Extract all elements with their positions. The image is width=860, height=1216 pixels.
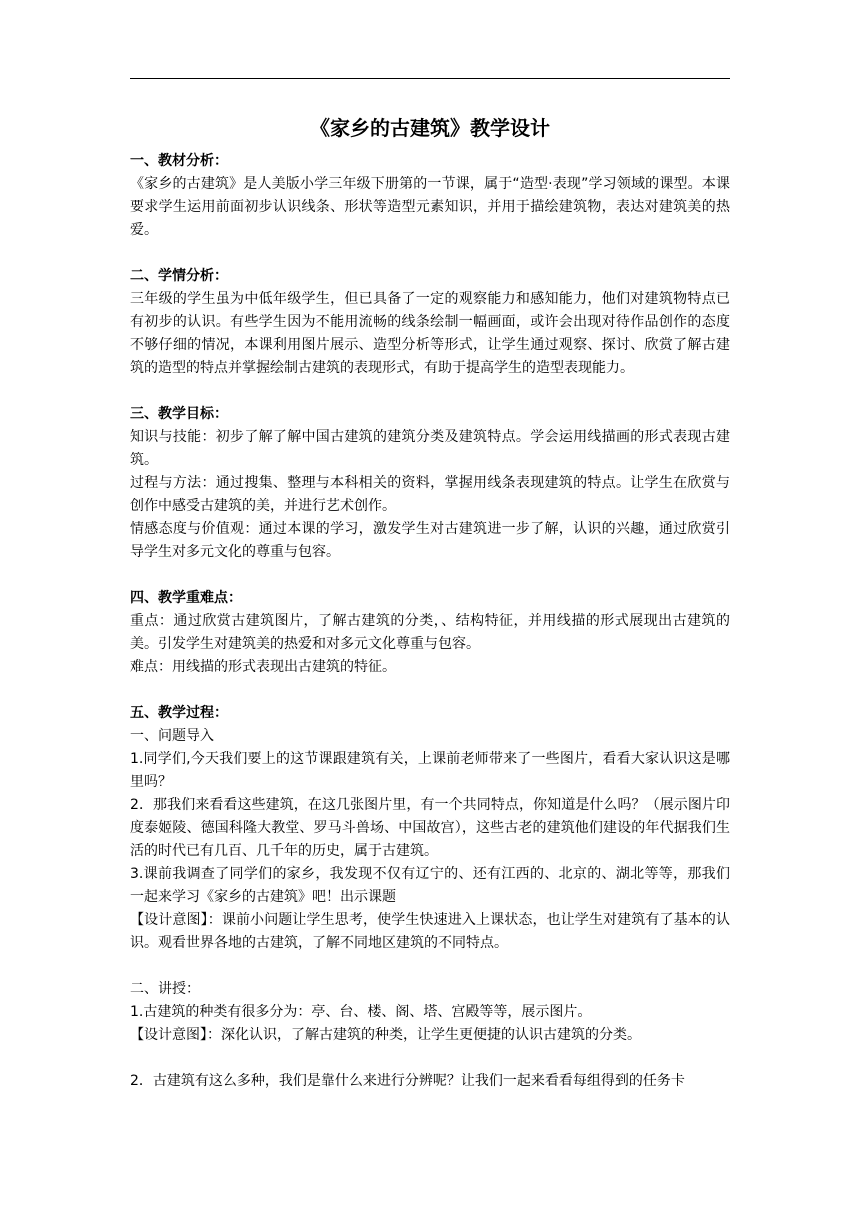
document-body [130, 110, 730, 1093]
blank-line [130, 955, 730, 978]
paragraph: 情感态度与价值观：通过本课的学习，激发学生对古建筑进一步了解，认识的兴趣，通过欣赏引导学生对多元文化的尊重与包容。 [130, 521, 730, 560]
paragraph: 3.课前我调查了同学们的家乡，我发现不仅有辽宁的、还有江西的、北京的、湖北等等，那我们一起来学习《家乡的古建筑》吧！出示课题 [130, 866, 730, 905]
blank-line [130, 242, 730, 265]
paragraph: 【设计意图】：课前小问题让学生思考，使学生快速进入上课状态，也让学生对建筑有了基本的认识。观看世界各地的古建筑，了解不同地区建筑的不同特点。 [130, 912, 730, 951]
section-student-analysis [130, 265, 730, 380]
subheading: 二、讲授： [130, 981, 200, 997]
section-teaching-process [130, 702, 730, 1093]
paragraph: 2．古建筑有这么多种，我们是靠什么来进行分辨呢？让我们一起来看看每组得到的任务卡 [130, 1073, 685, 1089]
section-heading: 四、教学重难点： [130, 590, 242, 606]
paragraph: 三年级的学生虽为中低年级学生，但已具备了一定的观察能力和感知能力，他们对建筑物特点已有初步的认识。有些学生因为不能用流畅的线条绘制一幅画面，或许会出现对待作品创作的态度不够仔细的情况，本课利用图片展示、造型分析等形式，让学生通过观察、探讨、欣赏了解古建筑的造型的特点并掌握绘制古建筑的表现形式，有助于提高学生的造型表现能力。 [130, 291, 730, 376]
paragraph: 重点：通过欣赏古建筑图片，了解古建筑的分类，、结构特征，并用线描的形式展现出古建筑的美。引发学生对建筑美的热爱和对多元文化尊重与包容。 [130, 613, 730, 652]
subheading: 一、问题导入 [130, 728, 214, 744]
section-heading: 二、学情分析： [130, 268, 228, 284]
section-textbook-analysis [130, 150, 730, 242]
document-title: 《家乡的古建筑》教学设计 [310, 116, 550, 140]
blank-line [130, 564, 730, 587]
paragraph: 知识与技能：初步了解了解中国古建筑的建筑分类及建筑特点。学会运用线描画的形式表现古建筑。 [130, 429, 730, 468]
paragraph: 【设计意图】：深化认识，了解古建筑的种类，让学生更便捷的认识古建筑的分类。 [130, 1027, 641, 1043]
paragraph: 1.古建筑的种类有很多分为：亭、台、楼、阁、塔、宫殿等等，展示图片。 [130, 1004, 592, 1020]
section-heading: 五、教学过程： [130, 705, 228, 721]
blank-line [130, 679, 730, 702]
paragraph: 过程与方法：通过搜集、整理与本科相关的资料，掌握用线条表现建筑的特点。让学生在欣赏与创作中感受古建筑的美，并进行艺术创作。 [130, 475, 730, 514]
paragraph: 难点：用线描的形式表现出古建筑的特征。 [130, 659, 396, 675]
section-key-points [130, 587, 730, 679]
blank-line [130, 1047, 730, 1070]
header-rule [130, 78, 730, 79]
paragraph: 1.同学们,今天我们要上的这节课跟建筑有关，上课前老师带来了一些图片，看看大家认识这是哪里吗？ [130, 751, 730, 790]
section-heading: 一、教材分析： [130, 153, 228, 169]
section-teaching-objectives [130, 403, 730, 564]
paragraph: 2．那我们来看看这些建筑，在这几张图片里，有一个共同特点，你知道是什么吗？（展示图片印度泰姬陵、德国科隆大教堂、罗马斗兽场、中国故宫），这些古老的建筑他们建设的年代据我们生活的时代已有几百、几千年的历史，属于古建筑。 [130, 797, 730, 859]
paragraph: 《家乡的古建筑》是人美版小学三年级下册第的一节课，属于“造型·表现”学习领域的课型。本课要求学生运用前面初步认识线条、形状等造型元素知识，并用于描绘建筑物，表达对建筑美的热爱。 [130, 176, 730, 238]
section-heading: 三、教学目标： [130, 406, 228, 422]
blank-line [130, 380, 730, 403]
